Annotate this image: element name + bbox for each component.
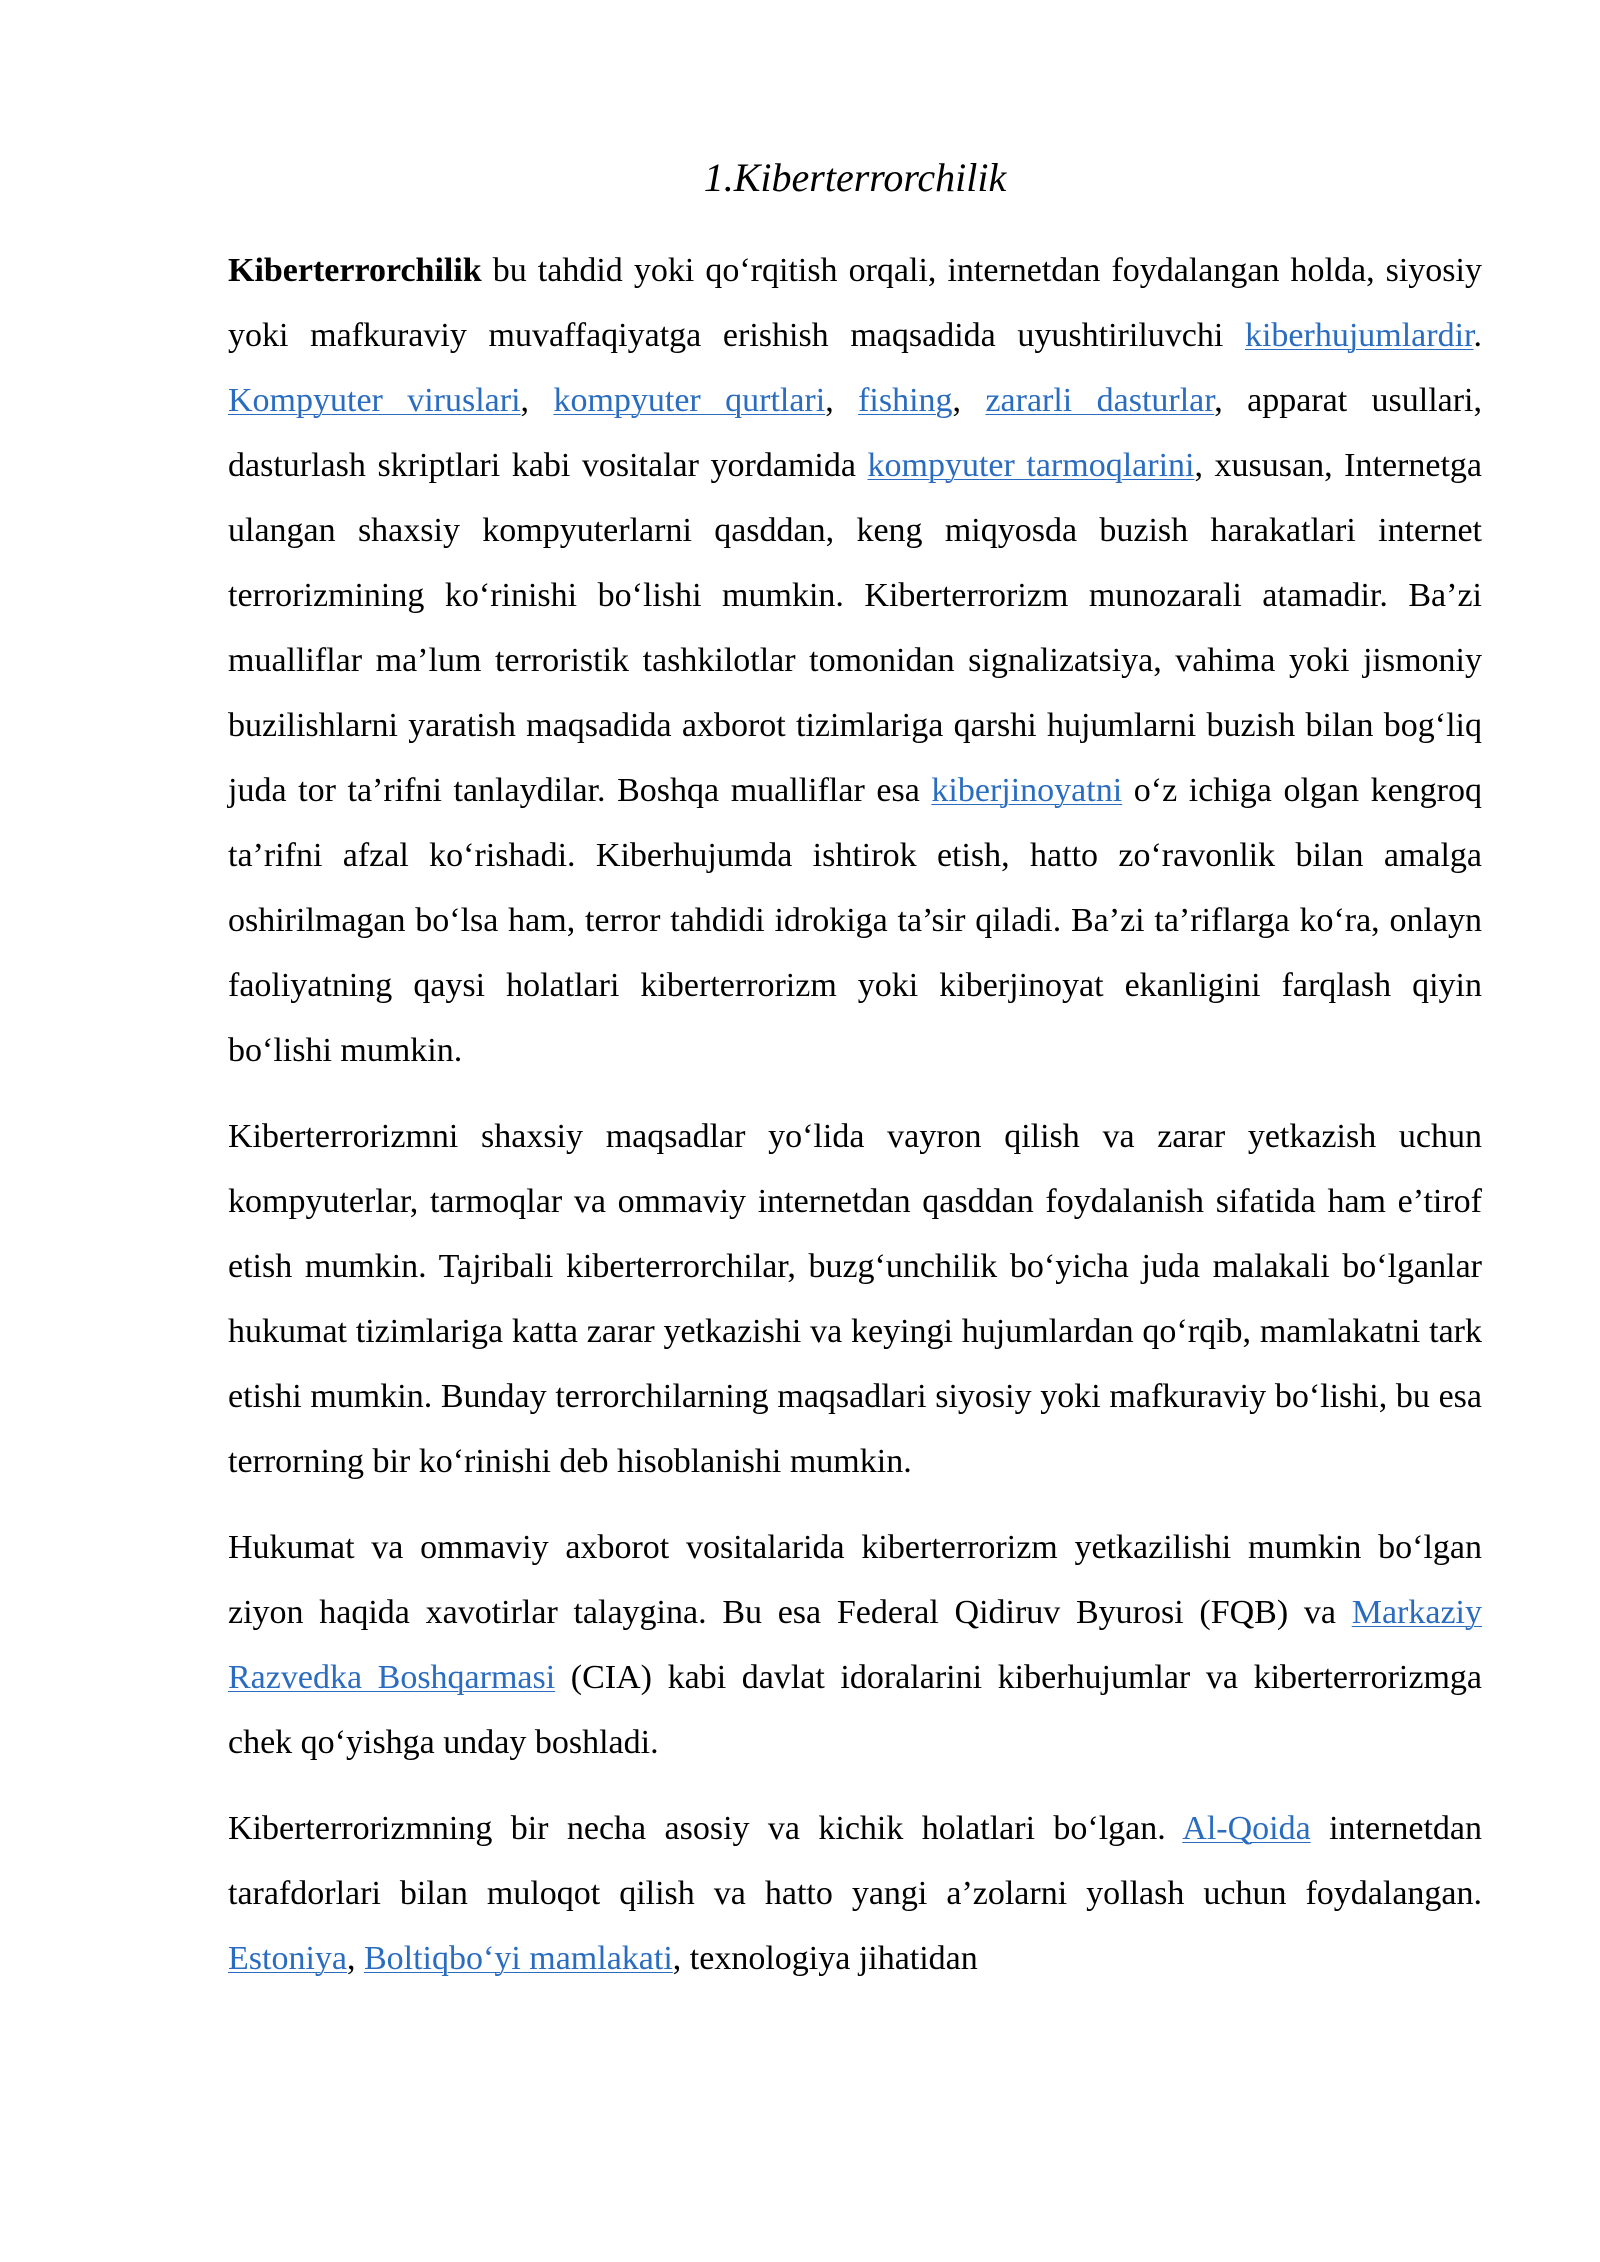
text-span: , texnologiya jihatidan [672,1940,978,1977]
text-span: bu tahdid yoki qo‘rqitish orqali, internetdan foydalangan holda, siyosiy yoki mafkuraviy muvaffaqiyatga erishish maqsadida uyushtiriluvchi [228,252,1482,354]
text-span: Hukumat va ommaviy axborot vositalarida kiberterrorizm yetkazilishi mumkin bo‘lgan ziyon haqida xavotirlar talaygina. Bu esa Federal Qidiruv Byurosi (FQB) va [228,1529,1482,1631]
link-kiberjinoyatni[interactable]: kiberjinoyatni [931,772,1123,809]
link-kompyuter-viruslari[interactable]: Kompyuter viruslari [228,382,521,419]
paragraph-2: Kiberterrorizmni shaxsiy maqsadlar yo‘lida vayron qilish va zarar yetkazish uchun kompyuterlar, tarmoqlar va ommaviy internetdan qasddan foydalanish sifatida ham e’tirof etish mumkin. Tajribali kiberterrorchilar, buzg‘unchilik bo‘yicha juda malakali bo‘lganlar hukumat tizimlariga katta zarar yetkazishi va keyingi hujumlardan qo‘rqib, mamlakatni tark etishi mumkin. Bunday terrorchilarning maqsadlari siyosiy yoki mafkuraviy bo‘lishi, bu esa terrorning bir ko‘rinishi deb hisoblanishi mumkin. [228,1118,1482,1480]
paragraph-3 [228,1515,1482,1775]
link-markaziy-razvedka-boshqarmasi[interactable]: Markaziy Razvedka Boshqarmasi [228,1594,1482,1696]
text-span: Kiberterrorizmning bir necha asosiy va kichik holatlari bo‘lgan. [228,1810,1183,1847]
link-kiberhujumlardir[interactable]: kiberhujumlardir [1244,317,1474,354]
text-span: , [825,382,859,419]
text-span: , xususan, Internetga ulangan shaxsiy kompyuterlarni qasddan, keng miqyosda buzish harakatlari internet terrorizmining ko‘rinishi bo‘lishi mumkin. Kiberterrorizm munozarali atamadir. Ba’zi mualliflar ma’lum terroristik tashkilotlar tomonidan signalizatsiya, vahima yoki jismoniy buzilishlarni yaratish maqsadida axborot tizimlariga qarshi hujumlarni buzish bilan bog‘liq juda tor ta’rifni tanlaydilar. Boshqa mualliflar esa [228,447,1482,809]
link-fishing[interactable]: fishing [858,382,953,419]
text-span: (CIA) kabi davlat idoralarini kiberhujumlar va kiberterrorizmga chek qo‘yishga unday boshladi. [228,1659,1482,1761]
term-bold: Kiberterrorchilik [228,252,482,289]
link-zararli-dasturlar[interactable]: zararli dasturlar [985,382,1215,419]
link-kompyuter-qurtlari[interactable]: kompyuter qurtlari [553,382,826,419]
link-al-qoida[interactable]: Al-Qoida [1182,1810,1311,1847]
paragraph-1 [228,238,1482,1083]
text-span: internetdan tarafdorlari bilan muloqot qilish va hatto yangi a’zolarni yollash uchun foydalangan. [228,1810,1482,1912]
page-title: 1.Kiberterrorchilik [703,155,1007,200]
text-span: , [346,1940,364,1977]
text-span: , apparat usullari, dasturlash skriptlari kabi vositalar yordamida [228,382,1483,484]
text-span: , [952,382,986,419]
document-body [228,238,1482,2012]
text-span: . [1473,317,1482,354]
paragraph-4 [228,1796,1482,1991]
text-span: , [520,382,554,419]
link-estoniya[interactable]: Estoniya [228,1940,347,1977]
text-span: o‘z ichiga olgan kengroq ta’rifni afzal ko‘rishadi. Kiberhujumda ishtirok etish, hatto zo‘ravonlik bilan amalga oshirilmagan bo‘lsa ham, terror tahdidi idrokiga ta’sir qiladi. Ba’zi ta’riflarga ko‘ra, onlayn faoliyatning qaysi holatlari kiberterrorizm yoki kiberjinoyat ekanligini farqlash qiyin bo‘lishi mumkin. [228,772,1483,1069]
link-boltiqboyi-mamlakati[interactable]: Boltiqbo‘yi mamlakati [363,1940,673,1977]
link-kompyuter-tarmoqlarini[interactable]: kompyuter tarmoqlarini [867,447,1195,484]
